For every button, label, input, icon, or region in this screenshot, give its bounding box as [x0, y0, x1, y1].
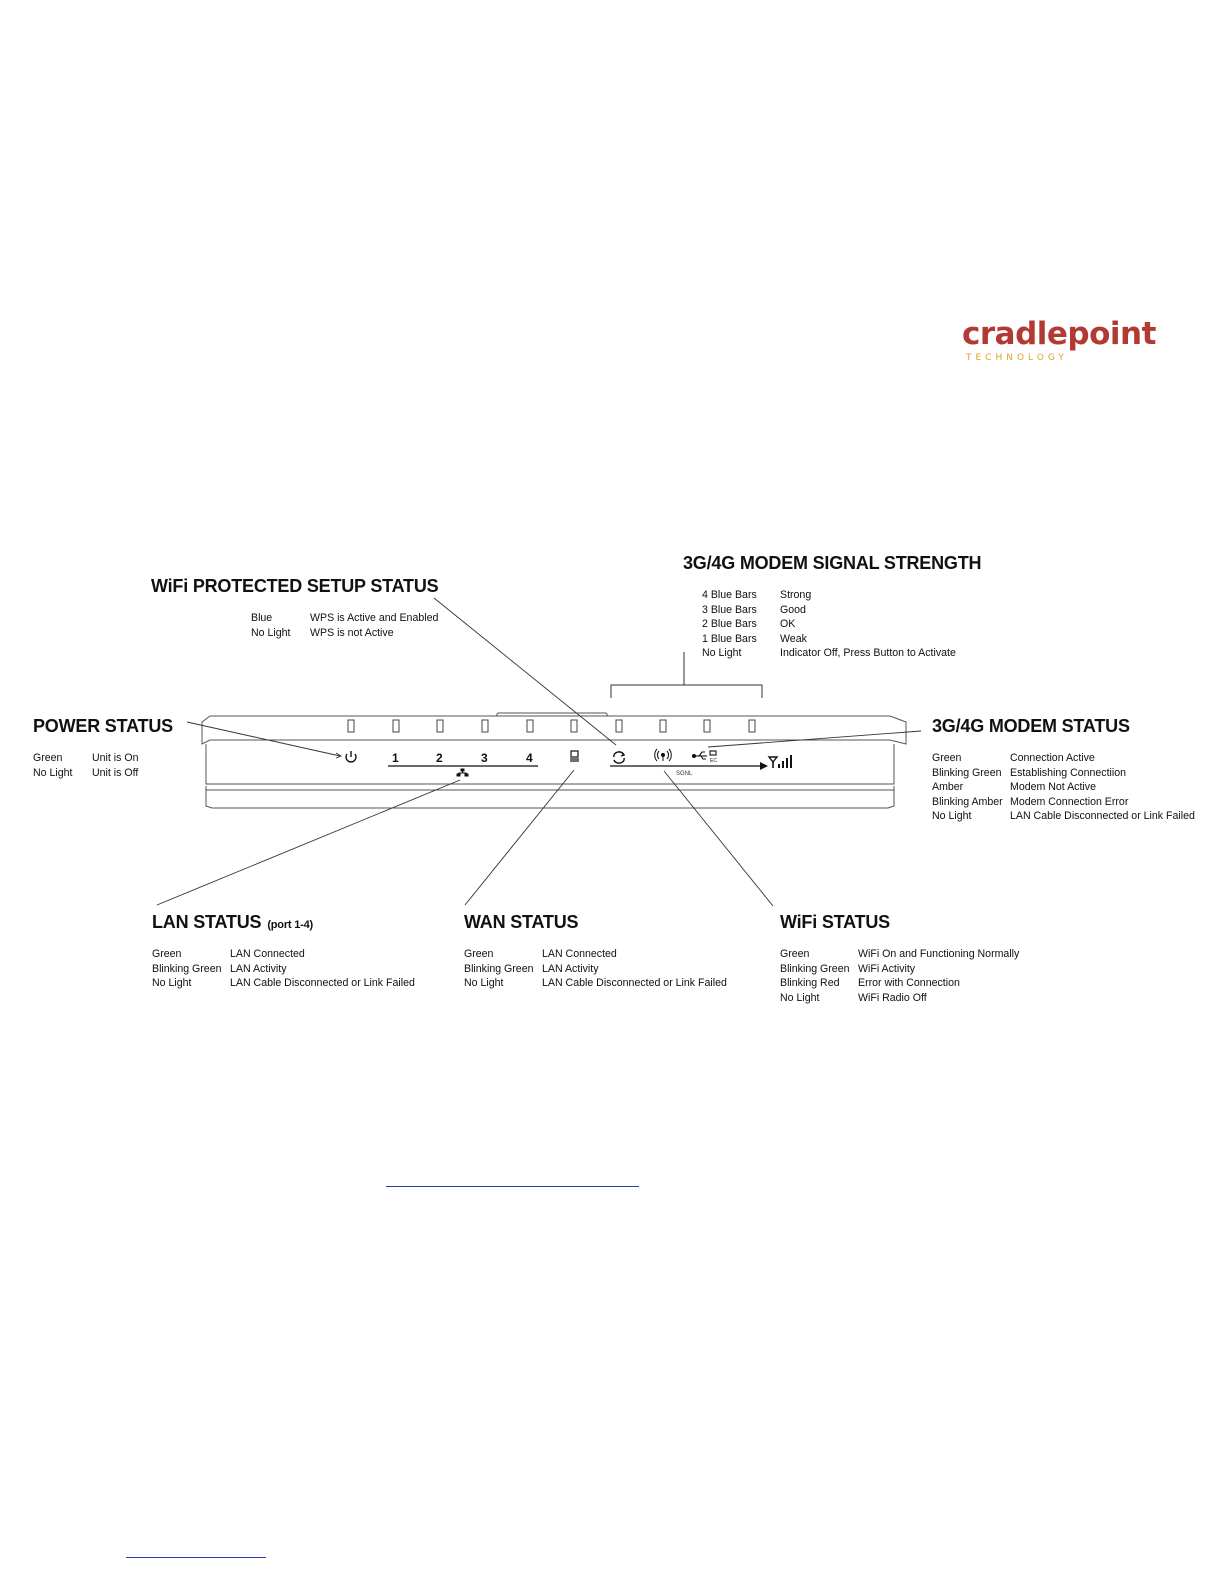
- legend-row: [780, 947, 1019, 962]
- led-window-lan2: [437, 720, 443, 732]
- legend-meaning: Connection Active: [1010, 752, 1095, 764]
- legend-state: No Light: [702, 647, 742, 659]
- wps-callout-line: [434, 598, 616, 745]
- legend-row: [932, 780, 1195, 795]
- legend-meaning: Establishing Connectiion: [1010, 766, 1127, 779]
- legend-row: [702, 632, 956, 647]
- legend-meaning: LAN Connected: [542, 948, 617, 960]
- led-window-wifi: [660, 720, 666, 732]
- legend-meaning: Error with Connection: [858, 977, 960, 989]
- led-window-power: [348, 720, 354, 732]
- modem-status-heading: 3G/4G MODEM STATUS: [932, 716, 1130, 736]
- legend-state: No Light: [780, 991, 820, 1004]
- signal-bars-icon: [769, 755, 792, 768]
- lan-port-1-label: 1: [392, 751, 399, 765]
- legend-row: [932, 766, 1195, 781]
- led-window-wps: [616, 720, 622, 732]
- legend-meaning: WiFi Activity: [858, 962, 916, 975]
- legend-state: 2 Blue Bars: [702, 618, 757, 630]
- legend-row: [464, 962, 727, 977]
- legend-state: Amber: [932, 781, 964, 793]
- legend-state: Green: [152, 948, 182, 960]
- wps-icon: [614, 752, 624, 763]
- legend-state: No Light: [152, 977, 192, 989]
- legend-meaning: LAN Cable Disconnected or Link Failed: [230, 977, 415, 989]
- signal-strength-heading: 3G/4G MODEM SIGNAL STRENGTH: [683, 553, 982, 573]
- legend-meaning: WiFi On and Functioning Normally: [858, 948, 1020, 960]
- modem-callout-line: [708, 731, 921, 747]
- legend-meaning: Weak: [780, 632, 807, 645]
- led-window-lan4: [527, 720, 533, 732]
- legend-row: [702, 588, 956, 603]
- legend-meaning: Modem Not Active: [1010, 781, 1096, 793]
- legend-row: [152, 976, 415, 991]
- modem-status-legend: [932, 751, 1195, 824]
- legend-state: Green: [464, 948, 494, 960]
- wps-status-legend: [251, 611, 438, 640]
- wan-status-legend: [464, 947, 727, 991]
- legend-meaning: LAN Cable Disconnected or Link Failed: [1010, 810, 1195, 822]
- legend-row: [152, 947, 415, 962]
- legend-row: [464, 976, 727, 991]
- lan-port-3-label: 3: [481, 751, 488, 765]
- legend-row: [932, 751, 1195, 766]
- legend-meaning: OK: [780, 618, 796, 630]
- legend-state: 3 Blue Bars: [702, 603, 757, 616]
- legend-meaning: Strong: [780, 589, 812, 601]
- legend-meaning: WPS is Active and Enabled: [310, 612, 439, 624]
- legend-state: No Light: [33, 766, 73, 779]
- led-windows: [348, 720, 755, 732]
- signal-strength-legend: [702, 588, 956, 661]
- logo-tagline: TECHNOLOGY: [966, 353, 1068, 363]
- legend-row: [464, 947, 727, 962]
- legend-meaning: LAN Activity: [230, 962, 287, 975]
- lan-port-4-label: 4: [526, 751, 533, 765]
- legend-state: Blinking Green: [932, 766, 1002, 779]
- legend-row: [780, 976, 1019, 991]
- power-status-legend: [33, 751, 139, 780]
- legend-state: Green: [780, 948, 810, 960]
- lan-icon: [457, 769, 468, 776]
- power-callout-line: [187, 722, 340, 756]
- legend-row: [33, 766, 139, 781]
- power-icon: [346, 751, 356, 762]
- wifi-icon: [655, 749, 672, 761]
- svg-text:EC: EC: [710, 758, 717, 764]
- led-window-wan: [571, 720, 577, 732]
- legend-meaning: Unit is On: [92, 752, 139, 764]
- lan-callout-line: [157, 780, 460, 905]
- legend-meaning: Good: [780, 603, 806, 616]
- legend-state: Green: [33, 752, 63, 764]
- legend-row: [932, 795, 1195, 810]
- legend-meaning: WPS is not Active: [310, 626, 394, 639]
- legend-row: [780, 991, 1019, 1006]
- legend-state: Blinking Green: [780, 962, 850, 975]
- lan-status-title: LAN STATUS: [152, 912, 262, 932]
- legend-row: [702, 603, 956, 618]
- led-window-lan3: [482, 720, 488, 732]
- legend-row: [152, 962, 415, 977]
- legend-meaning: LAN Connected: [230, 948, 305, 960]
- led-window-signal: [749, 720, 755, 732]
- legend-state: No Light: [251, 626, 291, 639]
- usb-modem-icon: [693, 751, 718, 764]
- legend-state: Blinking Green: [152, 962, 222, 975]
- lan-status-legend: [152, 947, 415, 991]
- legend-state: Blue: [251, 612, 273, 624]
- wan-status-heading: WAN STATUS: [464, 912, 579, 932]
- legend-state: 1 Blue Bars: [702, 632, 757, 645]
- wifi-status-legend: [780, 947, 1019, 1005]
- footer-hyperlink-underline[interactable]: [126, 1557, 266, 1558]
- led-window-lan1: [393, 720, 399, 732]
- lan-port-2-label: 2: [436, 751, 443, 765]
- wps-status-heading: WiFi PROTECTED SETUP STATUS: [151, 576, 439, 596]
- legend-row: [702, 617, 956, 632]
- hyperlink-underline[interactable]: [386, 1186, 639, 1187]
- signal-arrow-head: [760, 762, 768, 770]
- router-body: [202, 713, 906, 808]
- legend-row: [932, 809, 1195, 824]
- legend-meaning: Unit is Off: [92, 766, 139, 779]
- wifi-callout-line: [664, 771, 773, 906]
- lan-status-subtitle: (port 1-4): [267, 919, 313, 931]
- legend-meaning: LAN Cable Disconnected or Link Failed: [542, 977, 727, 989]
- power-status-heading: POWER STATUS: [33, 716, 173, 736]
- legend-state: Blinking Red: [780, 977, 840, 989]
- signal-label: SGNL: [676, 771, 693, 777]
- legend-row: [780, 962, 1019, 977]
- legend-meaning: LAN Activity: [542, 962, 599, 975]
- legend-state: Blinking Amber: [932, 795, 1003, 808]
- legend-state: Green: [932, 752, 962, 764]
- legend-meaning: Modem Connection Error: [1010, 795, 1129, 808]
- led-window-modem: [704, 720, 710, 732]
- wifi-status-heading: WiFi STATUS: [780, 912, 890, 932]
- legend-meaning: WiFi Radio Off: [858, 991, 927, 1004]
- legend-state: No Light: [932, 810, 972, 822]
- logo-wordmark: cradlepoint: [962, 316, 1156, 352]
- legend-state: 4 Blue Bars: [702, 589, 757, 601]
- lan-status-heading: [152, 912, 313, 933]
- legend-row: [33, 751, 139, 766]
- legend-row: [251, 611, 438, 626]
- legend-meaning: Indicator Off, Press Button to Activate: [780, 647, 956, 659]
- legend-state: No Light: [464, 977, 504, 989]
- legend-row: [251, 626, 438, 641]
- wan-icon: [570, 751, 579, 761]
- legend-state: Blinking Green: [464, 962, 534, 975]
- legend-row: [702, 646, 956, 661]
